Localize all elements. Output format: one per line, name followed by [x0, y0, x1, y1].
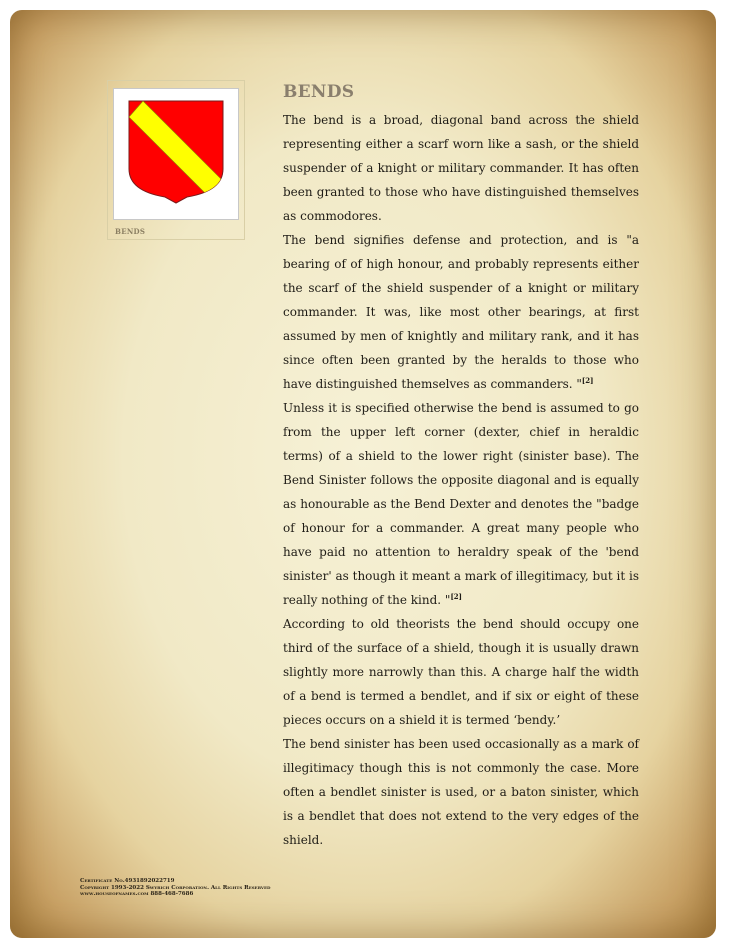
certificate-number: Certificate No.4931892022719 — [80, 878, 175, 884]
article-body — [283, 108, 639, 852]
paragraph-text: The bend is a broad, diagonal band across the shield representing either a scarf worn like a sash, or the shield suspender of a knight or military commander. It has often been granted to those who have distinguished themselves as commodores. — [283, 113, 639, 223]
paragraph-text: Unless it is specified otherwise the bend is assumed to go from the upper left corner (dexter, chief in heraldic terms) of a shield to the lower right (sinister base). The Bend Sinister follows the opposite diagonal and is equally as honourable as the Bend Dexter and denotes the "badge of honour for a commander. A great many people who have paid no attention to heraldry speak of the 'bend sinister' as though it meant a mark of illegitimacy, but it is really nothing of the kind. " — [283, 401, 640, 607]
paragraph-text: The bend signifies defense and protection, and is "a bearing of of high honour, and probably represents either the scarf of the shield suspender of a knight or military commander. It was, like most other bearings, at first assumed by men of knightly and military rank, and it has since often been granted by the heralds to those who have distinguished themselves as commanders. " — [283, 233, 639, 391]
paragraph — [283, 108, 639, 228]
torn-edge-left — [0, 10, 30, 938]
shield-icon — [127, 99, 225, 207]
certificate-footer — [80, 878, 271, 898]
reference-marker[interactable]: [2] — [581, 376, 594, 385]
paragraph-text: The bend sinister has been used occasionally as a mark of illegitimacy though this is not commonly the case. More often a bendlet sinister is used, or a baton sinister, which is a bendlet that does not extend to the very edges of the shield. — [283, 737, 639, 847]
copyright-line: Copyright 1993-2022 Swyrich Corporation. All Rights Reserved — [80, 884, 271, 891]
reference-marker[interactable]: [2] — [450, 592, 462, 601]
paragraph — [283, 396, 639, 612]
paragraph — [283, 228, 639, 396]
paragraph — [283, 732, 639, 852]
page-title: BENDS — [283, 82, 355, 102]
paragraph-text: According to old theorists the bend should occupy one third of the surface of a shield, though it is usually drawn slightly more narrowly than this. A charge half the width of a bend is termed a bendlet, and if six or eight of these pieces occurs on a shield it is termed ‘bendy.’ — [283, 617, 639, 727]
paragraph — [283, 612, 639, 732]
contact-line[interactable]: www.houseofnames.com 888-468-7686 — [80, 891, 194, 898]
crest-caption: BENDS — [115, 227, 146, 236]
crest-image — [113, 88, 239, 220]
